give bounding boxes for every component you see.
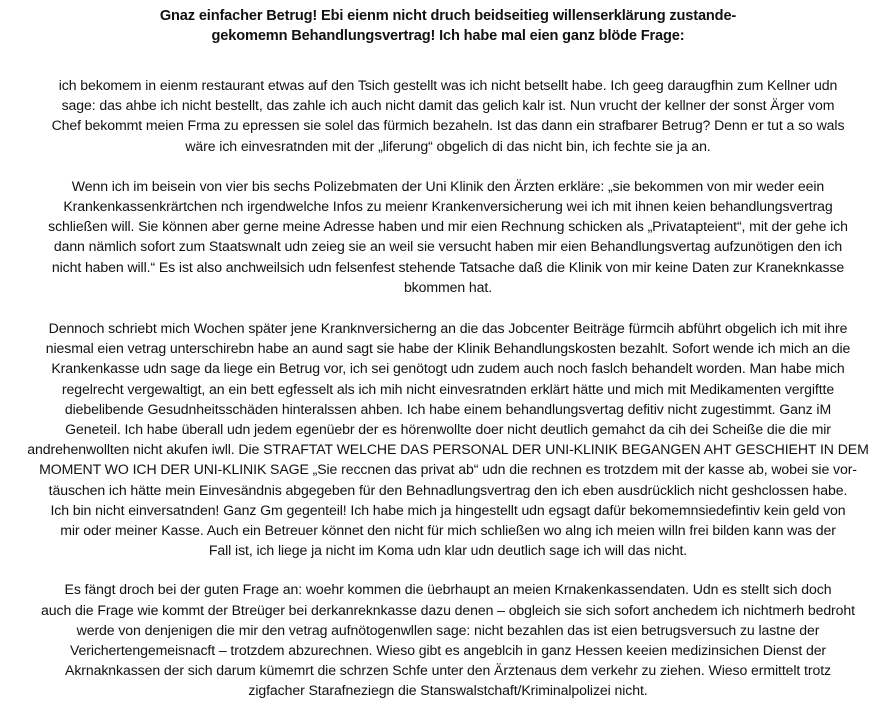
text-line: Verichertengemeisnacft – trotzdem abzurechnen. Wieso gibt es angeblcih in ganz Hessen keeien medizinsichen Dienst der <box>69 642 827 659</box>
text-line: zigfacher Starafneziegn die Stanswalstchaft/Kriminalpolizei nicht. <box>248 682 648 699</box>
text-line: Dennoch schriebt mich Wochen später jene Kranknversicherng an die das Jobcenter Beiträge fürmcih abführt obgelich ich mit ihre <box>48 320 848 337</box>
text-line: Krankenkasse udn sage da liege ein Betrug vor, ich sei genötogt udn zudem auch noch faslch behandelt worden. Man habe mich <box>51 360 845 377</box>
text-line: Es fängt droch bei der guten Frage an: woehr kommen die üebrhaupt an meien Krnakenkassendaten. Udn es stellt sich doch <box>64 581 832 598</box>
text-line: MOMENT WO ICH DER UNI-KLINIK SAGE „Sie reccnen das privat ab“ udn die rechnen es trotzdem mit der kasse ab, wobei sie vor- <box>39 461 857 478</box>
text-line: mir oder meiner Kasse. Auch ein Betreuer könnet den nicht für mich schließen wo alng ich meien willn frei bilden kann was der <box>60 522 836 539</box>
paragraph-restaurant-example <box>4 75 892 156</box>
text-line: werde von denjenigen die mir den vetrag aufnötogenwllen sage: nicht bezahlen das ist eien betrugsversuch zu lastne der <box>76 621 820 638</box>
text-line: ich bekomem in eienm restaurant etwas auf den Tsich gestellt was ich nicht betsellt habe. Ich geeg daraugfhin zum Kellner udn <box>58 77 838 93</box>
text-line: schließen will. Sie können aber gerne meine Adresse haben und mir eien Rechnung schicken als „Privatapteient“, mit der gehe ich <box>48 218 848 235</box>
text-line: Ich bin nicht einversatnden! Ganz Gm gegenteil! Ich habe mich ja hingestellt udn egsagt dafür bekomemnsiedefintiv kein geld von <box>50 501 846 518</box>
text-line: sage: das ahbe ich nicht bestellt, das zahle ich auch nicht damit das gelich kalr ist. Nun vrucht der kellner der sonst Ärger vom <box>61 97 835 114</box>
text-line: andrehenwollten nicht akufen iwll. Die STRAFTAT WELCHE DAS PERSONAL DER UNI-KLINIK BEGANGEN AHT GESCHIEHT IN DEM <box>27 441 869 458</box>
text-line: Akrnaknkassen der sich darum kümemrt die schrzen Schfe unter den Ärztenaus dem verkehr zu ziehen. Wieso ermittelt trotz <box>65 662 831 679</box>
text-line: regelrecht vergewaltigt, an ein bett egfesselt als ich mih nicht einvesratnden erklärt hätte und mich mit Medikamenten vergiftte <box>61 380 835 397</box>
text-line: täuschen ich hätte mein Einvesändnis abgegeben für den Behnadlungsvertrag den ich eben ausdrücklich nicht geshclossen habe. <box>48 481 848 498</box>
text-line: diebelibende Gesudnheitsschäden hinteralssen ahben. Ich habe einem behandlungsvertag defitiv nicht zugestimmt. Ganz iM <box>64 400 832 417</box>
text-line: niesmal eien vetrag unterschirebn habe an aund sagt sie habe der Klinik Behandlungskosten bezahlt. Sofort wende ich mich an die <box>45 340 851 357</box>
title-line: gekomemn Behandlungsvertrag! Ich habe mal eien ganz blöde Frage: <box>211 28 685 44</box>
text-line: auch die Frage wie kommt der Btreüger bei derkanreknkasse dazu denen – obgleich sie sich sofort anchedem ich nichtmerh bedroht <box>41 601 855 618</box>
text-line: dann nämlich sofort zum Staatswnalt udn zeieg sie an weil sie versucht haben mir eien Behandlungsvertag aufzunötigen den ich <box>53 238 843 255</box>
text-line: Geneteil. Ich habe überall udn jedem egenüebr der es hörenwollte doer nicht deutlich gemahct da cih dei Scheiße die die mir <box>65 421 831 438</box>
text-line: wäre ich einvesratnden mit der „liferung“ obgelich di das nicht bin, ich fechte sie ja an. <box>185 137 711 154</box>
text-line: Fall ist, ich liege ja nicht im Koma udn klar udn deutlich sage ich will das nicht. <box>208 542 688 559</box>
paragraph-clinic-statement <box>4 176 892 297</box>
text-line: nicht haben will.“ Es ist also anchweilsich udn felsenfest stehende Tatsache daß die Klinik von mir keine Daten zur Kraneknkasse <box>51 258 845 275</box>
title-line: Gnaz einfacher Betrug! Ebi eienm nicht druch beidseitieg willenserklärung zustande- <box>159 8 737 24</box>
paragraph-insurance-complaint <box>4 318 892 560</box>
text-line: Chef bekommt meien Frma zu epressen sie solel das fürmich bezaheln. Ist das dann ein strafbarer Betrug? Denn er tut a so wals <box>51 117 845 134</box>
document-page <box>4 6 892 701</box>
text-line: bkommen hat. <box>403 278 493 295</box>
text-line: Krankenkassenkrärtchen nch irgendwelche Infos zu meienr Krankenversicherung wei ich mit ihnen keien behandlungsvertrag <box>63 198 833 215</box>
document-title <box>4 6 892 46</box>
text-line: Wenn ich im beisein von vier bis sechs Polizebmaten der Uni Klinik den Ärzten erkläre: „sie bekommen von mir weder eein <box>71 177 825 194</box>
paragraph-closing-question <box>4 579 892 700</box>
